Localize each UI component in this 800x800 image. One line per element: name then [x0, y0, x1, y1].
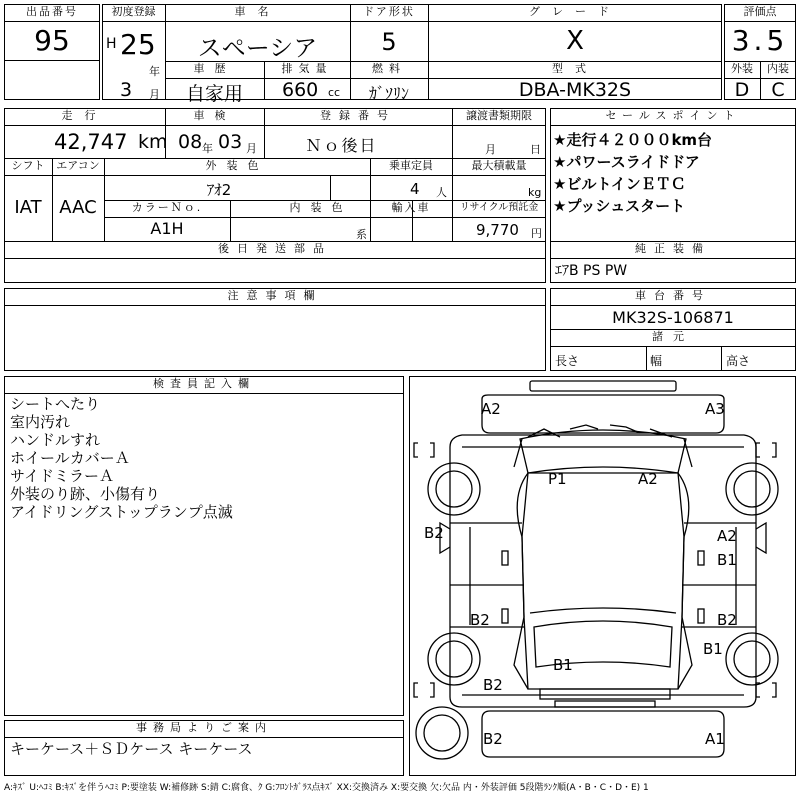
length-label: 長さ: [555, 354, 580, 368]
grade-label: グレード: [529, 5, 621, 18]
damage-mark: B2: [483, 730, 503, 748]
inspector-note: アイドリングストップランプ点滅: [10, 503, 233, 521]
model-code: DBA-MK32S: [518, 79, 632, 101]
damage-mark: A3: [705, 400, 725, 418]
door-label: ドア形状: [363, 5, 415, 18]
office-label: 事務局よりご案内: [136, 721, 272, 734]
shift: IAT: [14, 197, 42, 218]
inspector-note: シートへたり: [10, 395, 101, 413]
inspection-year: 08: [178, 131, 203, 153]
month-unit: 月: [149, 88, 160, 101]
interior-label: 内装: [767, 62, 789, 75]
damage-mark: B2: [470, 611, 490, 629]
damage-mark: P1: [548, 470, 567, 488]
car-outline: [410, 377, 797, 777]
damage-legend: A:ｷｽﾞ U:ﾍｺﾐ B:ｷｽﾞを伴うﾍｺﾐ P:要塗装 W:補修跡 S:錆 C:腐食、ｸ G:ﾌﾛﾝﾄｶﾞﾗｽ点ｷｽﾞ XX:交換済み X:要交換 欠:欠品 内・外装評価 5段階ﾗﾝｸ順(A・B・C・D・E) 1: [4, 783, 649, 793]
capacity: 4: [410, 180, 420, 198]
exterior-grade: D: [734, 79, 750, 101]
inspector-note: サイドミラーＡ: [10, 467, 114, 485]
chassis-number: MK32S-106871: [612, 308, 734, 327]
damage-mark: B1: [553, 656, 573, 674]
year-unit: 年: [149, 65, 160, 78]
lot-number: 95: [34, 24, 70, 57]
lot-number-label: 出品番号: [26, 5, 78, 18]
equipment: ｴｱB PS PW: [555, 263, 628, 279]
int-color-label: 内装色: [289, 201, 353, 214]
doc-month-unit: 月: [485, 143, 496, 156]
damage-mark: B2: [483, 676, 503, 694]
equipment-label: 純正装備: [635, 242, 711, 255]
recycle-unit: 円: [531, 227, 542, 240]
door-count: 5: [381, 28, 397, 56]
capacity-label: 乗車定員: [389, 159, 433, 172]
fuel: ｶﾞｿﾘﾝ: [368, 84, 409, 103]
int-color-unit: 系: [356, 228, 367, 241]
inspector-note: 室内汚れ: [10, 413, 71, 431]
body-color: ｱｵ2: [206, 181, 232, 199]
damage-mark: A2: [481, 400, 501, 418]
exterior-label: 外装: [731, 62, 753, 75]
inspector-note: ホイールカバーＡ: [10, 449, 130, 467]
first-reg-month: 3: [120, 79, 133, 101]
color-label: 外装色: [205, 159, 269, 172]
damage-mark: A1: [705, 730, 725, 748]
damage-mark: A2: [638, 470, 658, 488]
ac-label: エアコン: [56, 159, 100, 172]
sales-point: ★パワースライドドア: [553, 153, 700, 171]
history: 自家用: [185, 83, 243, 105]
recycle-fee: 9,770: [476, 221, 519, 239]
color-number: A1H: [150, 219, 184, 238]
inspector-label: 検査員記入欄: [153, 377, 255, 390]
car-name-label: 車名: [234, 5, 281, 18]
inspection-month-unit: 月: [246, 142, 257, 155]
later-parts-label: 後日発送部品: [218, 242, 332, 255]
score-label: 評価点: [743, 5, 777, 18]
inspection-month: 03: [218, 131, 243, 153]
damage-diagram: [409, 376, 796, 776]
history-label: 車歴: [193, 62, 236, 75]
reg-number: Ｎｏ後日: [305, 136, 378, 155]
capacity-unit: 人: [436, 186, 447, 199]
chassis-label: 車台番号: [635, 289, 711, 302]
office-note: キーケース＋ＳＤケース キーケース: [10, 740, 253, 758]
fuel-label: 燃料: [372, 62, 406, 75]
doc-deadline-label: 譲渡書類期限: [466, 109, 532, 122]
grade: X: [566, 26, 584, 56]
import-label: 輸入車: [391, 201, 431, 214]
doc-day-unit: 日: [530, 143, 541, 156]
displacement-label: 排気量: [281, 62, 333, 75]
sales-point: ★走行４２０００km台: [553, 131, 713, 149]
damage-mark: B1: [717, 551, 737, 569]
color-no-label: カラーＮｏ.: [131, 201, 203, 214]
damage-mark: B2: [717, 611, 737, 629]
displacement: 660: [282, 79, 319, 101]
dims-label: 諸元: [652, 330, 694, 343]
inspector-note: ハンドルすれ: [10, 431, 101, 449]
max-load-unit: kg: [528, 186, 542, 199]
width-label: 幅: [650, 354, 663, 368]
era-prefix: H: [106, 36, 117, 52]
mileage-unit: km: [138, 131, 168, 153]
reg-number-label: 登録番号: [320, 109, 396, 122]
mileage-label: 走行: [61, 109, 108, 122]
inspection-label: 車検: [193, 109, 236, 122]
damage-mark: B2: [424, 524, 444, 542]
notes-label: 注意事項欄: [227, 289, 323, 302]
displacement-unit: cc: [328, 86, 341, 99]
air-conditioner: AAC: [59, 197, 97, 218]
model-label: 型式: [552, 62, 598, 75]
car-name: スペーシア: [197, 34, 318, 62]
overall-score: 3.5: [731, 24, 789, 57]
height-label: 高さ: [726, 354, 751, 368]
recycle-label: リサイクル預託金: [459, 202, 539, 213]
sales-points-label: セールスポイント: [605, 109, 741, 122]
max-load-label: 最大積載量: [471, 159, 527, 172]
interior-grade: C: [771, 79, 785, 101]
shift-label: シフト: [11, 159, 45, 172]
sales-point: ★プッシュスタート: [553, 197, 686, 215]
sales-point: ★ビルトインＥＴＣ: [553, 175, 686, 193]
first-reg-year: 25: [120, 28, 156, 61]
damage-mark: A2: [717, 527, 737, 545]
mileage: 42,747: [54, 130, 128, 154]
damage-mark: B1: [703, 640, 723, 658]
inspection-year-unit: 年: [202, 142, 213, 155]
inspector-note: 外装のり跡、小傷有り: [10, 485, 161, 503]
first-reg-label: 初度登録: [111, 5, 156, 18]
